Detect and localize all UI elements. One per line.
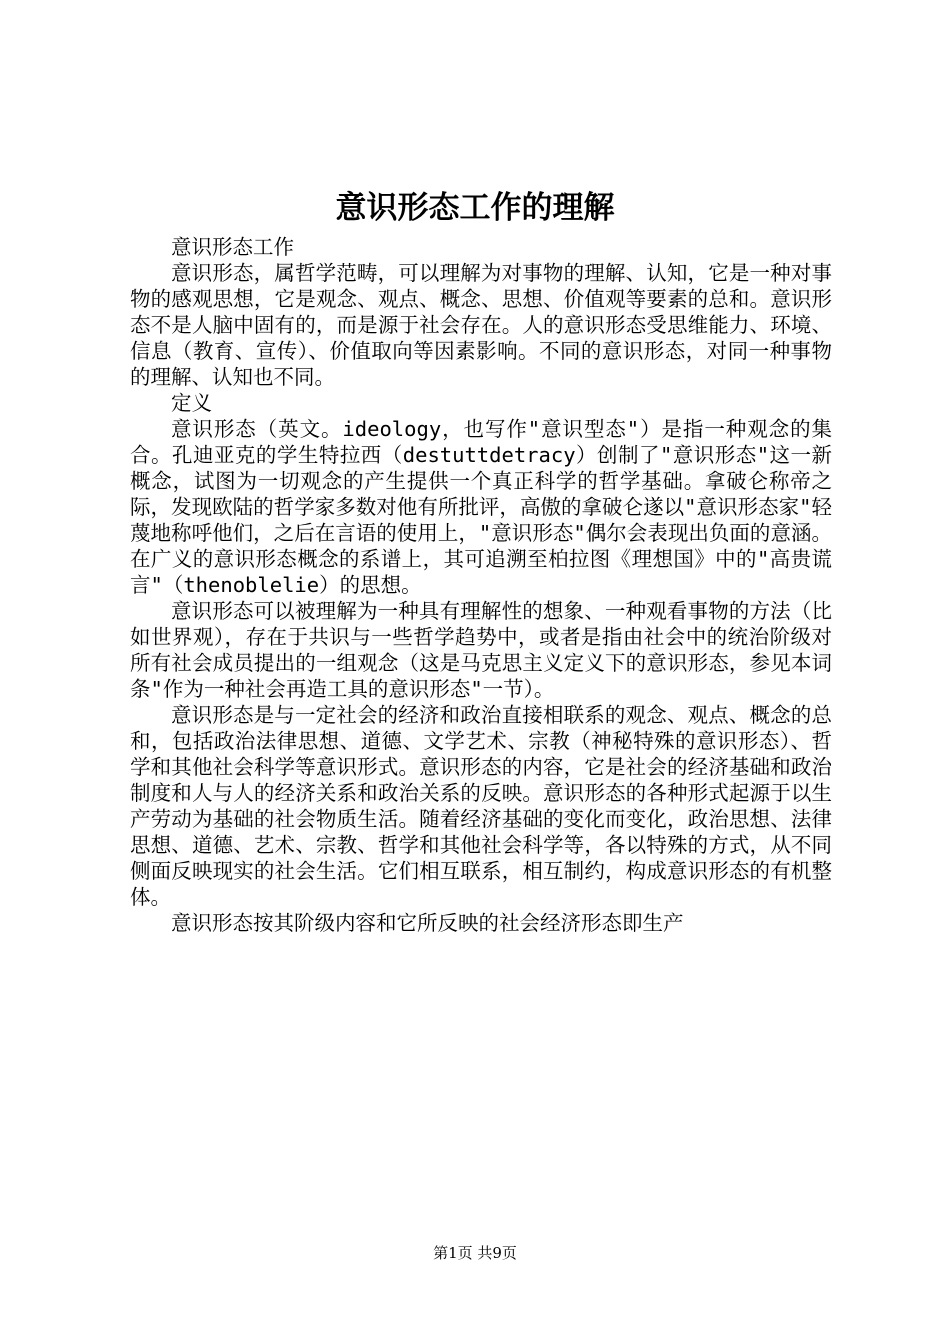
paragraph: 意识形态是与一定社会的经济和政治直接相联系的观念、观点、概念的总和，包括政治法律思想、道德、文学艺术、宗教（神秘特殊的意识形态）、哲学和其他社会科学等意识形式。意识形态的内容，它是社会的经济基础和政治制度和人与人的经济关系和政治关系的反映。意识形态的各种形式起源于以生产劳动为基础的社会物质生活。随着经济基础的变化而变化，政治思想、法律思想、道德、艺术、宗教、哲学和其他社会科学等，各以特殊的方式，从不同侧面反映现实的社会生活。它们相互联系，相互制约，构成意识形态的有机整体。: [130, 703, 832, 909]
paragraph: 意识形态，属哲学范畴，可以理解为对事物的理解、认知，它是一种对事物的感观思想，它是观念、观点、概念、思想、价值观等要素的总和。意识形态不是人脑中固有的，而是源于社会存在。人的意识形态受思维能力、环境、信息（教育、宣传）、价值取向等因素影响。不同的意识形态，对同一种事物的理解、认知也不同。: [130, 261, 832, 389]
page-number-footer: 第1页 共9页: [433, 1244, 517, 1262]
document-body: [130, 234, 832, 936]
paragraph: 意识形态（英文。ideology，也写作"意识型态"）是指一种观念的集合。孔迪亚克的学生特拉西（destuttdetracy）创制了"意识形态"这一新概念，试图为一切观念的产生提供一个真正科学的哲学基础。拿破仑称帝之际，发现欧陆的哲学家多数对他有所批评，高傲的拿破仑遂以"意识形态家"轻蔑地称呼他们，之后在言语的使用上，"意识形态"偶尔会表现出负面的意涵。在广义的意识形态概念的系谱上，其可追溯至柏拉图《理想国》中的"高贵谎言"（thenoblelie）的思想。: [130, 417, 832, 597]
section-heading: 意识形态工作: [171, 235, 294, 259]
page-title: 意识形态工作的理解: [335, 190, 615, 226]
section-heading: 定义: [171, 391, 212, 415]
paragraph: 意识形态按其阶级内容和它所反映的社会经济形态即生产: [171, 911, 684, 935]
paragraph: 意识形态可以被理解为一种具有理解性的想象、一种观看事物的方法（比如世界观），存在于共识与一些哲学趋势中，或者是指由社会中的统治阶级对所有社会成员提出的一组观念（这是马克思主义定义下的意识形态，参见本词条"作为一种社会再造工具的意识形态"一节）。: [130, 599, 832, 701]
